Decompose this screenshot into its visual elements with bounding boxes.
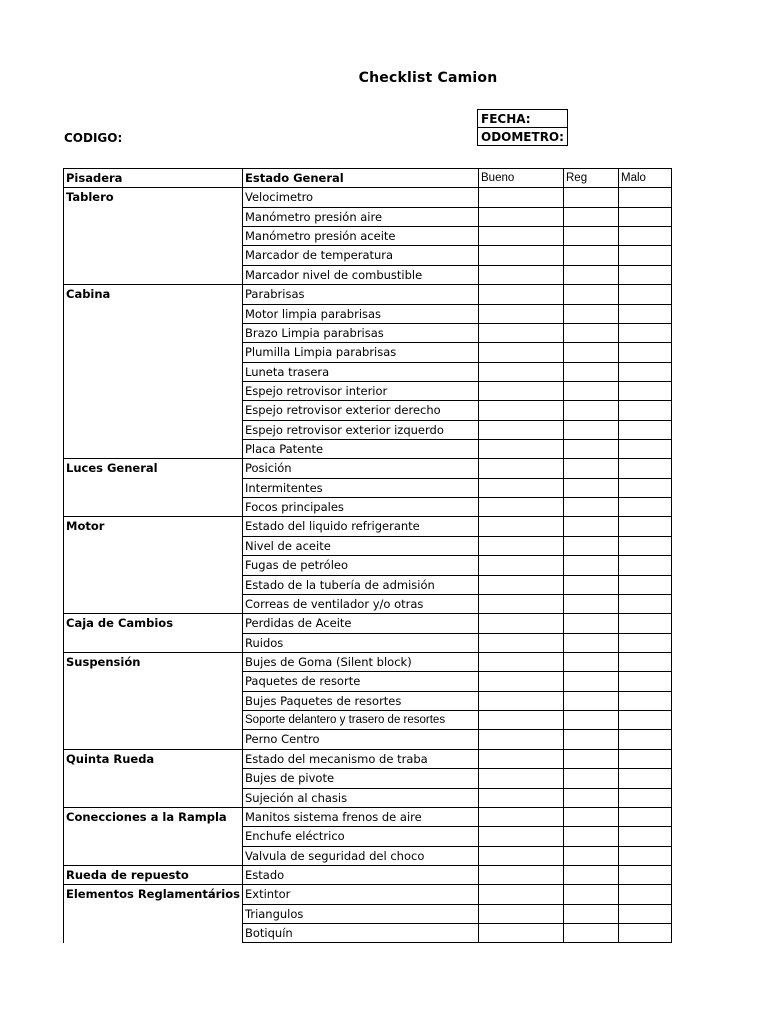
reg-checkbox[interactable] [564,652,619,671]
malo-checkbox[interactable] [619,846,672,865]
reg-checkbox[interactable] [564,556,619,575]
codigo-label: CODIGO: [64,131,123,145]
item-label: Enchufe eléctrico [243,827,479,846]
item-label: Correas de ventilador y/o otras [243,594,479,613]
item-label: Placa Patente [243,440,479,459]
bueno-checkbox[interactable] [479,246,564,265]
item-label: Valvula de seguridad del choco [243,846,479,865]
reg-checkbox[interactable] [564,672,619,691]
bueno-checkbox[interactable] [479,885,564,904]
bueno-checkbox[interactable] [479,420,564,439]
bueno-checkbox[interactable] [479,749,564,768]
header-fields [477,109,568,146]
table-row [64,304,672,323]
odometro-field[interactable]: ODOMETRO: [478,128,568,146]
category-label: Cabina [64,285,243,304]
malo-checkbox[interactable] [619,788,672,807]
bueno-checkbox[interactable] [479,227,564,246]
item-label: Parabrisas [243,285,479,304]
bueno-checkbox[interactable] [479,323,564,342]
reg-checkbox[interactable] [564,807,619,826]
reg-checkbox[interactable] [564,227,619,246]
category-label [64,207,243,226]
malo-checkbox[interactable] [619,691,672,710]
header-reg: Reg [564,169,619,188]
reg-checkbox[interactable] [564,885,619,904]
bueno-checkbox[interactable] [479,614,564,633]
item-label: Manitos sistema frenos de aire [243,807,479,826]
item-label: Botiquín [243,924,479,943]
table-row [64,652,672,671]
item-label: Nivel de aceite [243,536,479,555]
table-row [64,440,672,459]
malo-checkbox[interactable] [619,304,672,323]
table-row [64,575,672,594]
category-label [64,788,243,807]
item-label: Espejo retrovisor exterior izquerdo [243,420,479,439]
category-label [64,401,243,420]
malo-checkbox[interactable] [619,188,672,207]
bueno-checkbox[interactable] [479,188,564,207]
category-label [64,265,243,284]
reg-checkbox[interactable] [564,246,619,265]
item-label: Estado del mecanismo de traba [243,749,479,768]
table-row [64,227,672,246]
category-label [64,536,243,555]
reg-checkbox[interactable] [564,691,619,710]
bueno-checkbox[interactable] [479,575,564,594]
malo-checkbox[interactable] [619,924,672,943]
table-row [64,401,672,420]
category-label: Tablero [64,188,243,207]
table-row [64,904,672,923]
table-row [64,459,672,478]
malo-checkbox[interactable] [619,401,672,420]
category-label [64,730,243,749]
table-row [64,285,672,304]
table-row [64,498,672,517]
malo-checkbox[interactable] [619,536,672,555]
item-label: Luneta trasera [243,362,479,381]
malo-checkbox[interactable] [619,865,672,884]
reg-checkbox[interactable] [564,846,619,865]
table-row [64,362,672,381]
reg-checkbox[interactable] [564,749,619,768]
reg-checkbox[interactable] [564,827,619,846]
category-label [64,246,243,265]
bueno-checkbox[interactable] [479,498,564,517]
bueno-checkbox[interactable] [479,924,564,943]
reg-checkbox[interactable] [564,614,619,633]
malo-checkbox[interactable] [619,827,672,846]
reg-checkbox[interactable] [564,362,619,381]
bueno-checkbox[interactable] [479,556,564,575]
reg-checkbox[interactable] [564,633,619,652]
item-label: Bujes de Goma (Silent block) [243,652,479,671]
header-bueno: Bueno [479,169,564,188]
category-label [64,440,243,459]
header-malo: Malo [619,169,672,188]
malo-checkbox[interactable] [619,498,672,517]
item-label: Ruidos [243,633,479,652]
category-label [64,575,243,594]
bueno-checkbox[interactable] [479,401,564,420]
malo-checkbox[interactable] [619,246,672,265]
malo-checkbox[interactable] [619,633,672,652]
table-row [64,478,672,497]
bueno-checkbox[interactable] [479,536,564,555]
checklist-table [63,168,672,943]
table-row [64,691,672,710]
table-row [64,730,672,749]
bueno-checkbox[interactable] [479,285,564,304]
page-title: Checklist Camion [358,70,498,86]
reg-checkbox[interactable] [564,498,619,517]
bueno-checkbox[interactable] [479,730,564,749]
category-label [64,498,243,517]
malo-checkbox[interactable] [619,459,672,478]
table-row [64,536,672,555]
reg-checkbox[interactable] [564,265,619,284]
item-label: Posición [243,459,479,478]
table-row [64,188,672,207]
malo-checkbox[interactable] [619,749,672,768]
item-label: Espejo retrovisor exterior derecho [243,401,479,420]
table-row [64,556,672,575]
reg-checkbox[interactable] [564,323,619,342]
malo-checkbox[interactable] [619,652,672,671]
item-label: Soporte delantero y trasero de resortes [243,711,479,730]
item-label: Velocimetro [243,188,479,207]
bueno-checkbox[interactable] [479,207,564,226]
table-row [64,827,672,846]
reg-checkbox[interactable] [564,769,619,788]
category-label [64,691,243,710]
table-row [64,343,672,362]
malo-checkbox[interactable] [619,885,672,904]
category-label [64,343,243,362]
bueno-checkbox[interactable] [479,343,564,362]
category-label [64,827,243,846]
malo-checkbox[interactable] [619,904,672,923]
item-label: Marcador nivel de combustible [243,265,479,284]
item-label: Estado del liquido refrigerante [243,517,479,536]
category-label: Motor [64,517,243,536]
reg-checkbox[interactable] [564,207,619,226]
malo-checkbox[interactable] [619,440,672,459]
category-label [64,672,243,691]
reg-checkbox[interactable] [564,401,619,420]
table-row [64,381,672,400]
table-row [64,711,672,730]
bueno-checkbox[interactable] [479,904,564,923]
item-label: Perno Centro [243,730,479,749]
item-label: Estado de la tubería de admisión [243,575,479,594]
malo-checkbox[interactable] [619,343,672,362]
malo-checkbox[interactable] [619,323,672,342]
table-row [64,420,672,439]
reg-checkbox[interactable] [564,865,619,884]
table-row [64,594,672,613]
table-row [64,885,672,904]
reg-checkbox[interactable] [564,285,619,304]
bueno-checkbox[interactable] [479,265,564,284]
malo-checkbox[interactable] [619,594,672,613]
bueno-checkbox[interactable] [479,633,564,652]
category-label [64,904,243,923]
reg-checkbox[interactable] [564,788,619,807]
reg-checkbox[interactable] [564,343,619,362]
item-label: Estado [243,865,479,884]
table-row [64,846,672,865]
table-row [64,323,672,342]
item-label: Perdidas de Aceite [243,614,479,633]
table-row [64,633,672,652]
header-row [64,169,672,188]
bueno-checkbox[interactable] [479,517,564,536]
table-row [64,672,672,691]
table-row [64,865,672,884]
item-label: Paquetes de resorte [243,672,479,691]
reg-checkbox[interactable] [564,575,619,594]
category-label: Quinta Rueda [64,749,243,768]
category-label [64,633,243,652]
malo-checkbox[interactable] [619,207,672,226]
bueno-checkbox[interactable] [479,769,564,788]
malo-checkbox[interactable] [619,420,672,439]
table-row [64,788,672,807]
reg-checkbox[interactable] [564,381,619,400]
malo-checkbox[interactable] [619,362,672,381]
table-row [64,924,672,943]
item-label: Intermitentes [243,478,479,497]
item-label: Bujes Paquetes de resortes [243,691,479,710]
reg-checkbox[interactable] [564,459,619,478]
bueno-checkbox[interactable] [479,846,564,865]
malo-checkbox[interactable] [619,265,672,284]
category-label [64,304,243,323]
malo-checkbox[interactable] [619,478,672,497]
reg-checkbox[interactable] [564,478,619,497]
malo-checkbox[interactable] [619,227,672,246]
malo-checkbox[interactable] [619,575,672,594]
bueno-checkbox[interactable] [479,788,564,807]
bueno-checkbox[interactable] [479,691,564,710]
header-category: Pisadera [64,169,243,188]
category-label [64,711,243,730]
reg-checkbox[interactable] [564,594,619,613]
category-label [64,478,243,497]
bueno-checkbox[interactable] [479,362,564,381]
category-label [64,556,243,575]
fecha-field[interactable]: FECHA: [478,110,568,128]
category-label: Rueda de repuesto [64,865,243,884]
item-label: Focos principales [243,498,479,517]
bueno-checkbox[interactable] [479,711,564,730]
reg-checkbox[interactable] [564,420,619,439]
category-label [64,362,243,381]
item-label: Triangulos [243,904,479,923]
malo-checkbox[interactable] [619,672,672,691]
malo-checkbox[interactable] [619,769,672,788]
reg-checkbox[interactable] [564,440,619,459]
category-label [64,323,243,342]
category-label [64,594,243,613]
malo-checkbox[interactable] [619,614,672,633]
category-label: Caja de Cambios [64,614,243,633]
category-label [64,769,243,788]
bueno-checkbox[interactable] [479,459,564,478]
table-row [64,207,672,226]
reg-checkbox[interactable] [564,304,619,323]
category-label [64,924,243,943]
bueno-checkbox[interactable] [479,827,564,846]
malo-checkbox[interactable] [619,517,672,536]
category-label [64,227,243,246]
category-label: Elementos Reglamentários [64,885,243,904]
category-label [64,381,243,400]
table-row [64,807,672,826]
table-row [64,517,672,536]
reg-checkbox[interactable] [564,711,619,730]
category-label: Suspensión [64,652,243,671]
malo-checkbox[interactable] [619,711,672,730]
category-label [64,420,243,439]
malo-checkbox[interactable] [619,285,672,304]
bueno-checkbox[interactable] [479,672,564,691]
malo-checkbox[interactable] [619,556,672,575]
item-label: Manómetro presión aire [243,207,479,226]
header-item: Estado General [243,169,479,188]
reg-checkbox[interactable] [564,536,619,555]
item-label: Marcador de temperatura [243,246,479,265]
item-label: Motor limpia parabrisas [243,304,479,323]
reg-checkbox[interactable] [564,730,619,749]
bueno-checkbox[interactable] [479,381,564,400]
bueno-checkbox[interactable] [479,478,564,497]
bueno-checkbox[interactable] [479,652,564,671]
bueno-checkbox[interactable] [479,807,564,826]
item-label: Brazo Limpia parabrisas [243,323,479,342]
table-row [64,265,672,284]
item-label: Espejo retrovisor interior [243,381,479,400]
item-label: Sujeción al chasis [243,788,479,807]
table-row [64,749,672,768]
reg-checkbox[interactable] [564,904,619,923]
item-label: Manómetro presión aceite [243,227,479,246]
malo-checkbox[interactable] [619,381,672,400]
bueno-checkbox[interactable] [479,594,564,613]
malo-checkbox[interactable] [619,807,672,826]
bueno-checkbox[interactable] [479,304,564,323]
table-row [64,246,672,265]
table-row [64,769,672,788]
category-label [64,846,243,865]
reg-checkbox[interactable] [564,188,619,207]
item-label: Extintor [243,885,479,904]
reg-checkbox[interactable] [564,517,619,536]
malo-checkbox[interactable] [619,730,672,749]
item-label: Bujes de pivote [243,769,479,788]
bueno-checkbox[interactable] [479,865,564,884]
item-label: Fugas de petróleo [243,556,479,575]
category-label: Conecciones a la Rampla [64,807,243,826]
bueno-checkbox[interactable] [479,440,564,459]
item-label: Plumilla Limpia parabrisas [243,343,479,362]
reg-checkbox[interactable] [564,924,619,943]
table-row [64,614,672,633]
category-label: Luces General [64,459,243,478]
